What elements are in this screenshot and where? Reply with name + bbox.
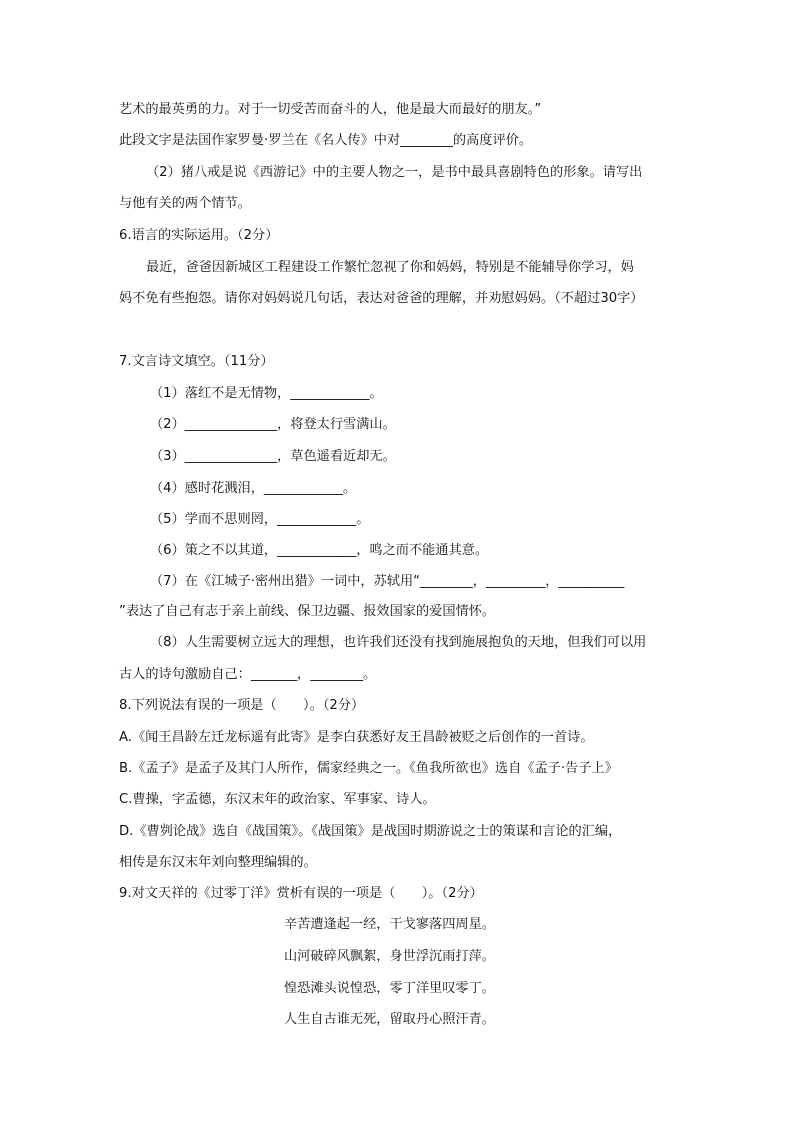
q8-option-c: C.曹操，字孟德，东汉末年的政治家、军事家、诗人。 [119, 792, 436, 807]
poem-line-3: 惶恐滩头说惶恐，零丁洋里叹零丁。 [284, 981, 495, 996]
q7-item-2: （2）______________，将登太行雪满山。 [150, 417, 396, 432]
q7-item-3: （3）______________，草色遥看近却无。 [150, 449, 396, 464]
text-line-praise-end: 艺术的最英勇的力。对于一切受苦而奋斗的人，他是最大而最好的朋友。” [119, 102, 542, 117]
text-line-q6-body-cont: 妈不免有些抱怨。请你对妈妈说几句话，表达对爸爸的理解，并劝慰妈妈。（不超过30字） [119, 291, 644, 306]
text-line-q6-body: 最近，爸爸因新城区工程建设工作繁忙忽视了你和妈妈，特别是不能辅导你学习，妈 [146, 260, 634, 275]
q7-item-8: （8）人生需要树立远大的理想，也许我们还没有找到施展抱负的天地，但我们可以用 [150, 635, 647, 650]
q8-option-d-cont: 相传是东汉末年刘向整理编辑的。 [119, 855, 317, 870]
question-8-heading: 8.下列说法有误的一项是（ ）。（2分） [119, 698, 365, 713]
q8-option-b: B.《孟子》是孟子及其门人所作，儒家经典之一。《鱼我所欲也》选自《孟子·告子上》 [119, 761, 618, 776]
poem-line-4: 人生自古谁无死，留取丹心照汗青。 [284, 1012, 495, 1027]
q7-item-7: （7）在《江城子·密州出猎》一词中，苏轼用“________，_________，__________ [150, 574, 625, 589]
q7-item-1: （1）落红不是无情物，____________。 [150, 386, 383, 401]
question-7-heading: 7.文言诗文填空。（11分） [119, 354, 274, 369]
question-6-heading: 6.语言的实际运用。（2分） [119, 228, 279, 243]
poem-line-2: 山河破碎风飘絮，身世浮沉雨打萍。 [284, 949, 495, 964]
text-line-q5-2: （2）猪八戒是说《西游记》中的主要人物之一，是书中最具喜剧特色的形象。请写出 [146, 165, 643, 180]
q7-item-8-cont: 古人的诗句激励自己：_______，________。 [119, 667, 377, 682]
poem-line-1: 辛苦遭逢起一经，干戈寥落四周星。 [284, 917, 495, 932]
question-9-heading: 9.对文天祥的《过零丁洋》赏析有误的一项是（ ）。（2分） [119, 886, 483, 901]
q7-item-4: （4）感时花溅泪，____________。 [150, 481, 357, 496]
q7-item-7-cont: ”表达了自己有志于亲上前线、保卫边疆、报效国家的爱国情怀。 [119, 604, 496, 619]
q8-option-a: A.《闻王昌龄左迁龙标遥有此寄》是李白获悉好友王昌龄被贬之后创作的一首诗。 [119, 730, 594, 745]
q7-item-5: （5）学而不思则罔，____________。 [150, 512, 370, 527]
text-line-q5-2-cont: 与他有关的两个情节。 [119, 196, 251, 211]
text-line-romain-rolland: 此段文字是法国作家罗曼·罗兰在《名人传》中对________的高度评价。 [119, 133, 533, 148]
q8-option-d: D.《曹刿论战》选自《战国策》。《战国策》是战国时期游说之士的策谋和言论的汇编， [119, 824, 622, 839]
q7-item-6: （6）策之不以其道，____________，鸣之而不能通其意。 [150, 543, 489, 558]
